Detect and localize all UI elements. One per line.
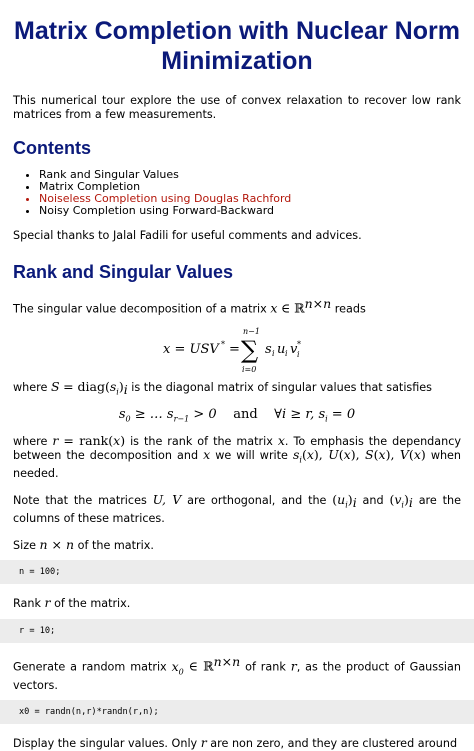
- contents-heading: Contents: [13, 138, 91, 159]
- generate-paragraph: Generate a random matrix $x_0$ ∈ ℝ$^{n\times n}$ of rank r, as the product of Gaussian vectors.: [13, 653, 461, 692]
- svd-intro: The singular value decomposition of a matrix x ∈ ℝ$^{n\times n}$ reads: [13, 295, 366, 316]
- rank-line: Rank r of the matrix.: [13, 595, 131, 611]
- page-title: Matrix Completion with Nuclear Norm Minimization: [14, 17, 460, 75]
- svg-text:*: *: [297, 340, 301, 350]
- svg-text:i=0: i=0: [242, 365, 257, 375]
- svg-text:∑: ∑: [241, 336, 259, 365]
- section-heading-rank: Rank and Singular Values: [13, 261, 234, 282]
- svg-text:u: u: [277, 342, 286, 358]
- code-block-n: n = 100;: [0, 560, 474, 584]
- thanks-paragraph: Special thanks to Jalal Fadili for useful comments and advices.: [13, 229, 362, 243]
- rank-paragraph: where r = rank(x) is the rank of the matrix x. To emphasis the dependancy between the decomposition and x we will write $s_i(x)$, U(x), S(x), V(x) when needed.: [13, 432, 462, 481]
- size-paragraph: Size n × n of the matrix.: [13, 536, 154, 552]
- contents-link-douglas-rachford[interactable]: • Noiseless Completion using Douglas Rachford: [39, 193, 461, 205]
- svg-text:i: i: [297, 350, 300, 360]
- display-paragraph: Display the singular values. Only r are non zero, and they are clustered around: [13, 735, 458, 751]
- code-block-x0: x0 = randn(n,r)*randn(r,n);: [0, 700, 474, 724]
- svg-text:i: i: [272, 349, 275, 359]
- intro-paragraph: This numerical tour explore the use of convex relaxation to recover low rank matrices from a few measurements.: [13, 94, 461, 121]
- contents-link-rank[interactable]: • Rank and Singular Values: [39, 169, 461, 181]
- svg-text:*: *: [221, 340, 225, 350]
- contents-link-forward-backward[interactable]: • Noisy Completion using Forward-Backward: [39, 205, 461, 217]
- svg-text:s: s: [265, 342, 272, 358]
- contents-list: [13, 169, 461, 217]
- svg-text:=: =: [229, 342, 240, 358]
- code-block-r: r = 10;: [0, 619, 474, 643]
- svg-text:v: v: [290, 342, 298, 358]
- orthogonal-paragraph: Note that the matrices U, V are orthogonal, and the $(u_i)_i$ and $(v_i)_i$ are the columns of these matrices.: [13, 492, 461, 526]
- svd-equation: [13, 320, 461, 376]
- singular-value-inequality: $s_0$ ≥ … $s_{r-1} > 0$ and ∀i ≥ r, $s_i = 0$: [118, 407, 356, 424]
- contents-link-completion[interactable]: • Matrix Completion: [39, 181, 461, 193]
- svg-text:i: i: [285, 349, 288, 359]
- document-page: [0, 16, 474, 751]
- svg-text:x = USV: x = USV: [163, 342, 219, 358]
- svg-text:n−1: n−1: [243, 327, 260, 337]
- diag-paragraph: where $S = diag(s_i)_i$ is the diagonal matrix of singular values that satisfies: [13, 379, 433, 398]
